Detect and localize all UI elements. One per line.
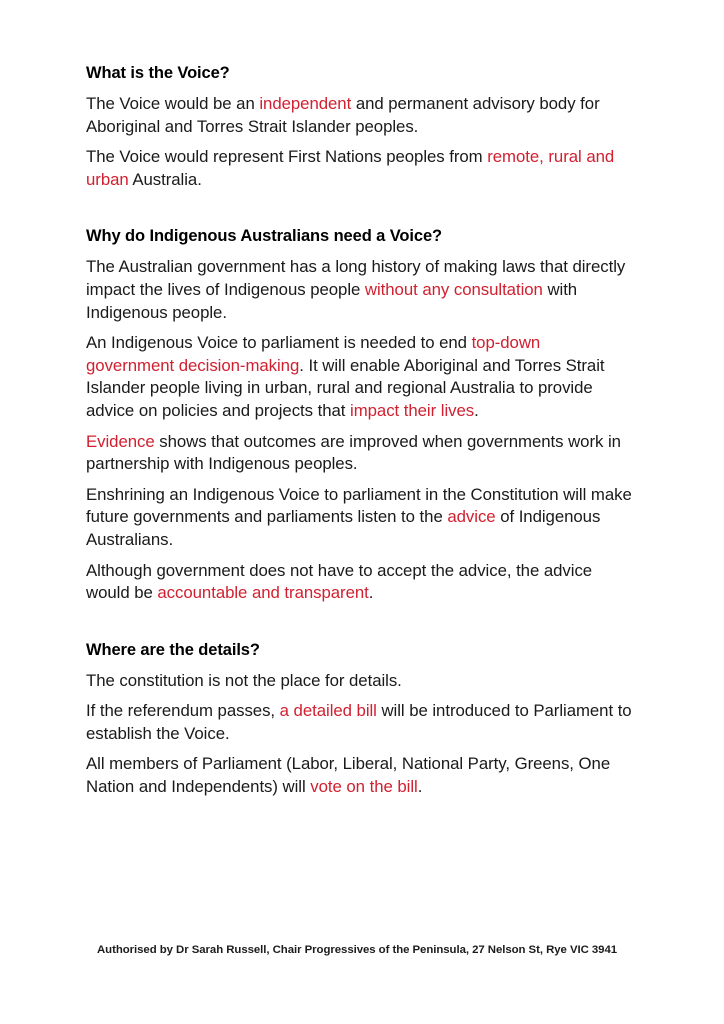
- paragraph: [86, 332, 632, 422]
- paragraph: [86, 431, 632, 476]
- body-text: If the referendum passes,: [86, 701, 280, 721]
- body-text: of Indigenous Australians.: [86, 507, 601, 549]
- section-heading: What is the Voice?: [86, 64, 230, 82]
- body-text: .: [474, 400, 479, 420]
- body-text: .: [417, 777, 423, 797]
- section-heading: Why do Indigenous Australians need a Voice?: [86, 227, 443, 246]
- body-text: Although government does not have to accept the advice, the advice would be: [86, 560, 593, 603]
- body-text: The Australian government has a long history of making laws that directly impact the lives of Indigenous people: [86, 257, 626, 299]
- document-section: [86, 62, 632, 191]
- highlighted-text: a detailed bill: [279, 701, 377, 721]
- body-text: The Voice would represent First Nations peoples from: [86, 147, 488, 167]
- body-text: The Voice would be an: [86, 94, 260, 113]
- paragraph: [86, 670, 632, 693]
- highlighted-text: Evidence: [86, 431, 155, 451]
- body-text: An Indigenous Voice to parliament is needed to end: [86, 333, 472, 353]
- body-text: The constitution is not the place for details.: [86, 670, 402, 690]
- paragraph: [86, 700, 632, 745]
- body-text: and permanent advisory body for Aboriginal and Torres Strait Islander peoples.: [86, 94, 600, 136]
- highlighted-text: independent: [259, 94, 352, 113]
- paragraph: [86, 93, 632, 138]
- paragraph: [86, 560, 632, 605]
- body-text: All members of Parliament (Labor, Liberal, National Party, Greens, One Nation and Independents) will: [86, 754, 611, 797]
- body-text: Australia.: [128, 169, 202, 189]
- document-section: [86, 225, 632, 604]
- section-heading: Where are the details?: [86, 640, 260, 659]
- body-text: . It will enable Aboriginal and Torres Strait Islander people living in urban, rural and regional Australia to provide advice on policies and projects that: [86, 355, 605, 420]
- body-text: with Indigenous people.: [86, 279, 578, 322]
- body-text: Enshrining an Indigenous Voice to parliament in the Constitution will make future governments and parliaments listen to the: [86, 484, 632, 527]
- paragraph: [86, 256, 632, 324]
- highlighted-text: advice: [447, 507, 496, 527]
- authorisation-footer: Authorised by Dr Sarah Russell, Chair Progressives of the Peninsula, 27 Nelson St, Rye VIC 3941: [97, 944, 618, 956]
- body-text: shows that outcomes are improved when governments work in partnership with Indigenous peoples.: [86, 431, 621, 474]
- highlighted-text: vote on the bill: [310, 777, 418, 797]
- body-text: .: [368, 583, 374, 603]
- highlighted-text: top-down government decision-making: [86, 333, 541, 375]
- body-text: will be introduced to Parliament to establish the Voice.: [86, 701, 632, 743]
- highlighted-text: remote, rural and urban: [86, 147, 615, 189]
- document-body: [86, 62, 632, 799]
- highlighted-text: accountable and transparent: [157, 583, 369, 603]
- highlighted-text: without any consultation: [364, 279, 543, 299]
- paragraph: [86, 146, 632, 191]
- paragraph: [86, 484, 632, 552]
- document-section: [86, 639, 632, 799]
- highlighted-text: impact their lives: [350, 400, 475, 420]
- paragraph: [86, 753, 632, 798]
